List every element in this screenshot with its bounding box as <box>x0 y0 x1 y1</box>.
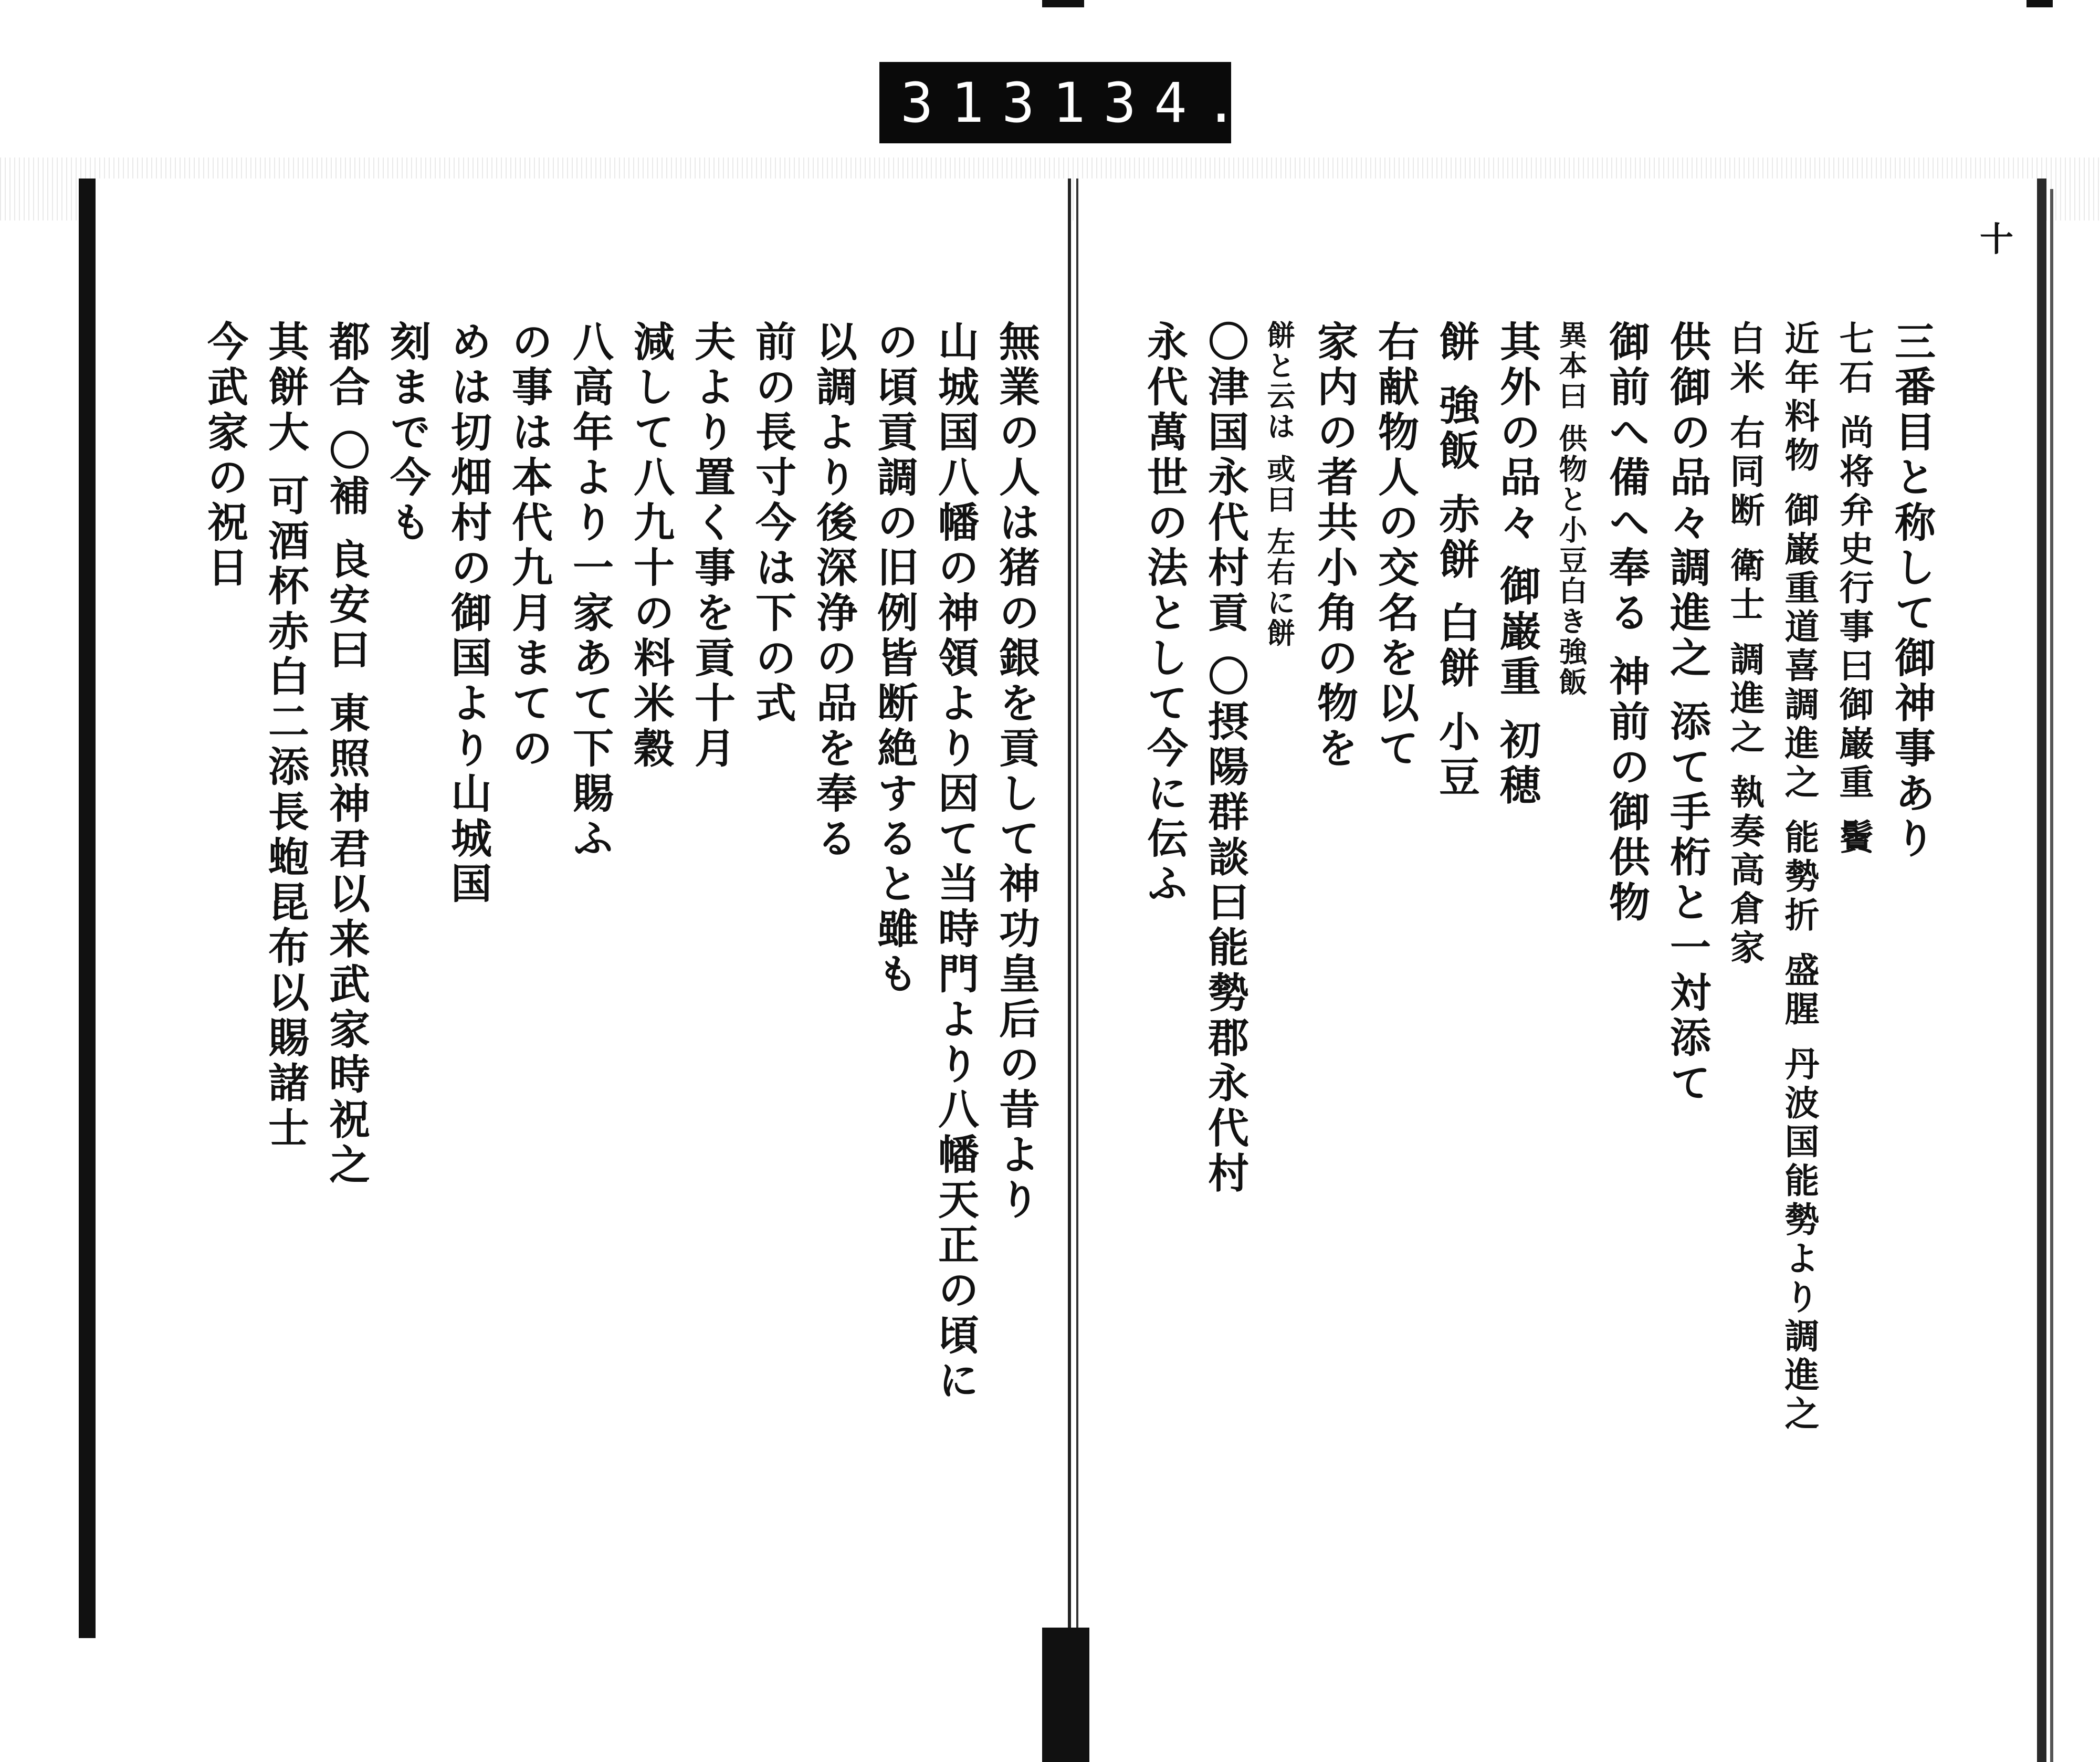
left-column: めは切畑村の御国より山城国 <box>444 320 492 907</box>
left-column: 都合 〇補 良安曰 東照神君以来武家時祝之 <box>322 320 370 1189</box>
right-column: 餅 強飯 赤餅 白餅 小豆 <box>1432 320 1480 801</box>
right-column: 三番目と称して御神事あり <box>1888 320 1936 862</box>
left-column: 無業の人は猪の銀を貢して神功皇后の昔より <box>992 320 1040 1223</box>
right-column: 右献物人の交名を以て <box>1371 320 1419 772</box>
reel-label-right: 134. <box>1052 70 1256 135</box>
left-column: 其餅大 可酒杯赤白二添長蚫昆布以賜諸士 <box>261 320 309 1152</box>
edge-top-mark <box>2026 0 2053 7</box>
left-page <box>79 179 1071 1638</box>
left-column: 刻まで今も <box>383 320 431 546</box>
right-column: 七石 尚将弁史行事曰御巌重 鬢 <box>1833 320 1874 858</box>
right-column: 白米 右同断 衛士 調進之 執奏高倉家 <box>1724 320 1765 968</box>
left-column: 八高年より一家あて下賜ふ <box>566 320 614 862</box>
left-column: 山城国八幡の神領より因て当時門より八幡天正の頃に <box>931 320 979 1404</box>
left-column: 前の長寸今は下の式 <box>749 320 796 727</box>
right-page-text <box>1126 320 1936 1502</box>
left-column: の頃貢調の旧例皆断絶すると雖も <box>870 320 918 998</box>
gutter-top-mark <box>1042 0 1084 7</box>
page-edge-shadow <box>2037 179 2046 1762</box>
right-column: 其外の品々 御巌重 初穂 <box>1493 320 1541 809</box>
left-column: の事は本代九月まての <box>505 320 553 772</box>
right-column: 供御の品々調進之 添て手桁と一対添て <box>1663 320 1711 1107</box>
binding-gutter <box>1042 1628 1089 1762</box>
page-edge-line <box>2050 189 2053 1762</box>
reel-label-left: 313 <box>900 70 1053 135</box>
right-column: 餅と云は 或曰 左右に餅 <box>1263 320 1296 649</box>
left-column: 減して八九十の料米穀 <box>627 320 675 772</box>
microfilm-reel-label <box>879 62 1256 143</box>
left-column: 以調より後深浄の品を奉る <box>810 320 857 862</box>
right-column: 御前へ備へ奉る 神前の御供物 <box>1602 320 1650 926</box>
left-column: 夫より置く事を貢十月 <box>688 320 736 772</box>
right-column: 異本曰 供物と小豆白き強飯 <box>1555 320 1588 698</box>
right-column: 近年料物 御巌重道喜調進之 能勢折 盛腥 丹波国能勢より調進之 <box>1779 320 1820 1434</box>
left-page-text <box>153 320 1040 1502</box>
left-column: 今武家の祝日 <box>201 320 248 591</box>
right-column: 家内の者共小角の物を <box>1310 320 1358 772</box>
folio-number: 十 <box>1980 220 2013 259</box>
right-column: 〇津国永代村貢 〇摂陽群談曰能勢郡永代村 <box>1201 320 1249 1197</box>
right-column: 永代萬世の法として今に伝ふ <box>1140 320 1188 907</box>
right-page <box>1076 179 2042 1638</box>
